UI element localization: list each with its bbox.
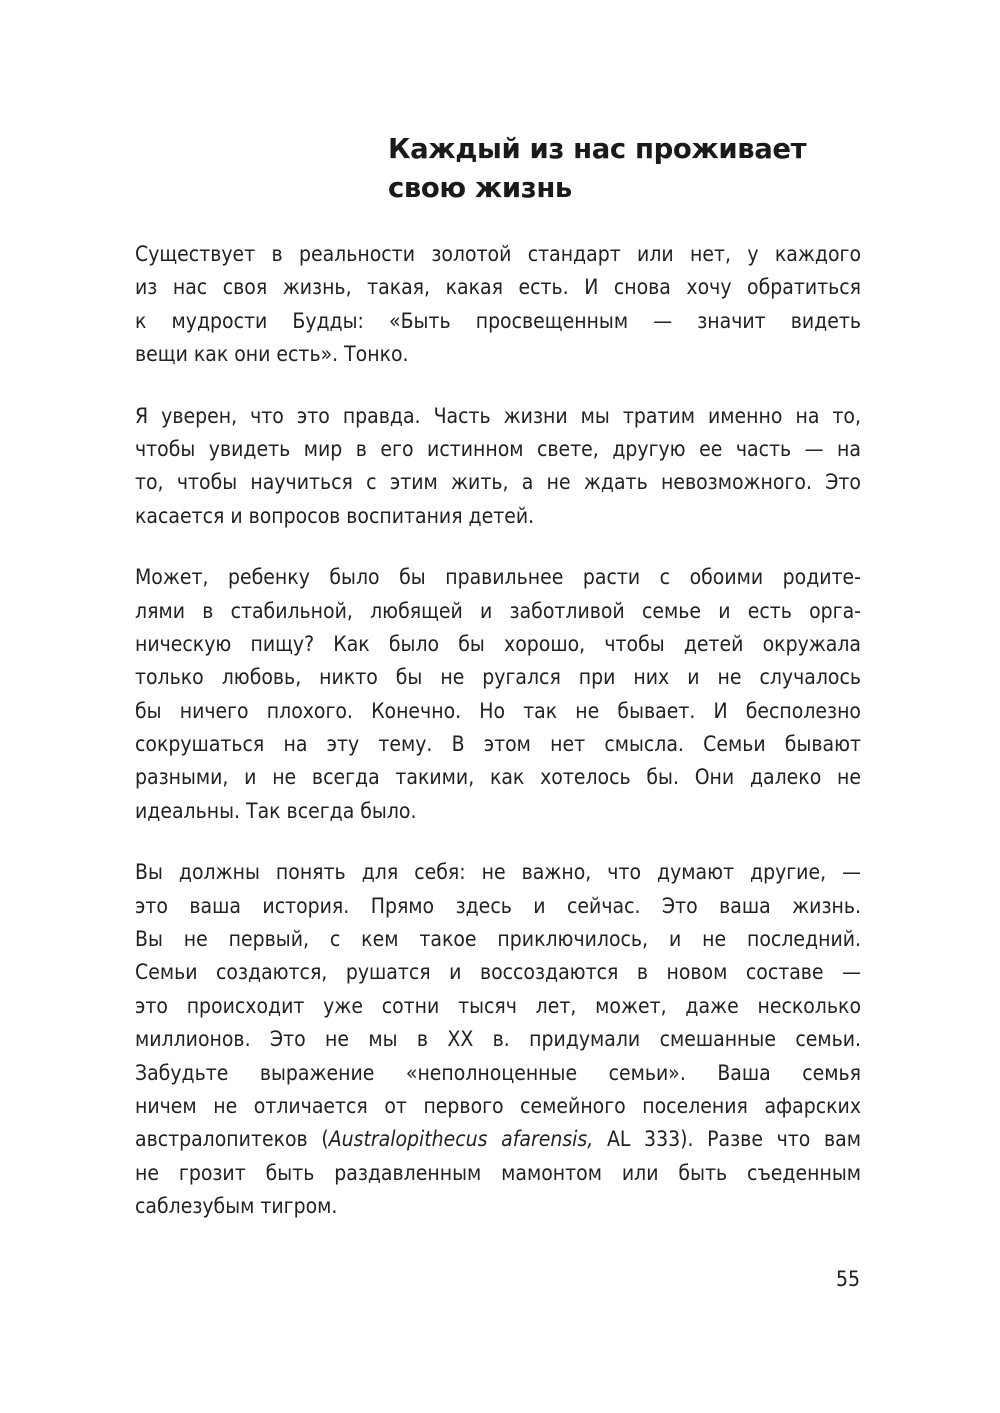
text-segment: австралопитеков ( bbox=[135, 1127, 329, 1152]
text-line: не грозит быть раздавленным мамонтом или быть съеденным bbox=[135, 1160, 861, 1185]
text-line: лями в стабильной, любящей и заботливой семье и есть орга- bbox=[135, 598, 861, 623]
text-line: только любовь, никто бы не ругался при них и не случалось bbox=[135, 665, 861, 690]
section-heading bbox=[388, 130, 868, 208]
text-line: сокрушаться на эту тему. В этом нет смысла. Семьи бывают bbox=[135, 732, 861, 757]
text-line: ническую пищу? Как было бы хорошо, чтобы детей окружала bbox=[135, 631, 861, 656]
heading-line-2: свою жизнь bbox=[388, 172, 572, 204]
text-line: Вы не первый, с кем такое приключилось, и не последний. bbox=[135, 927, 861, 952]
text-line: Может, ребенку было бы правильнее расти с обоими родите- bbox=[135, 565, 861, 590]
paragraph-4 bbox=[135, 856, 861, 1223]
text-line: Семьи создаются, рушатся и воссоздаются в новом составе — bbox=[135, 960, 861, 985]
text-line: саблезубым тигром. bbox=[135, 1194, 338, 1219]
text-line: Существует в реальности золотой стандарт или нет, у каждого bbox=[135, 242, 861, 266]
text-line: идеальны. Так всегда было. bbox=[135, 798, 417, 823]
body-text bbox=[135, 238, 861, 1252]
text-line-with-italic bbox=[135, 1123, 861, 1156]
text-line: касается и вопросов воспитания детей. bbox=[135, 503, 535, 528]
text-line: Забудьте выражение «неполноценные семьи». Ваша семья bbox=[135, 1060, 861, 1085]
text-line: Вы должны понять для себя: не важно, что думают другие, — bbox=[135, 860, 861, 885]
text-line: это ваша история. Прямо здесь и сейчас. Это ваша жизнь. bbox=[135, 893, 861, 918]
text-segment: AL 333). Разве что вам bbox=[593, 1127, 861, 1152]
text-line: вещи как они есть». Тонко. bbox=[135, 342, 409, 367]
heading-line-1: Каждый из нас проживает bbox=[388, 133, 807, 165]
text-line: бы ничего плохого. Конечно. Но так не бывает. И бесполезно bbox=[135, 698, 861, 723]
paragraph-2 bbox=[135, 400, 861, 534]
italic-species-name: Australopithecus afarensis, bbox=[328, 1127, 594, 1152]
text-line: это происходит уже сотни тысяч лет, может, даже несколько bbox=[135, 993, 861, 1018]
text-line: Я уверен, что это правда. Часть жизни мы тратим именно на то, bbox=[135, 403, 861, 428]
paragraph-1 bbox=[135, 238, 861, 372]
text-line: ничем не отличается от первого семейного поселения афарских bbox=[135, 1093, 861, 1118]
text-line: из нас своя жизнь, такая, какая есть. И снова хочу обратиться bbox=[135, 275, 861, 300]
page-number: 55 bbox=[835, 1267, 860, 1291]
paragraph-3 bbox=[135, 561, 861, 828]
text-line: к мудрости Будды: «Быть просвещенным — значит видеть bbox=[135, 308, 861, 333]
text-line: то, чтобы научиться с этим жить, а не ждать невозможного. Это bbox=[135, 470, 861, 495]
text-line: миллионов. Это не мы в XX в. придумали смешанные семьи. bbox=[135, 1027, 861, 1052]
text-line: чтобы увидеть мир в его истинном свете, другую ее часть — на bbox=[135, 436, 861, 461]
text-line: разными, и не всегда такими, как хотелось бы. Они далеко не bbox=[135, 765, 861, 790]
